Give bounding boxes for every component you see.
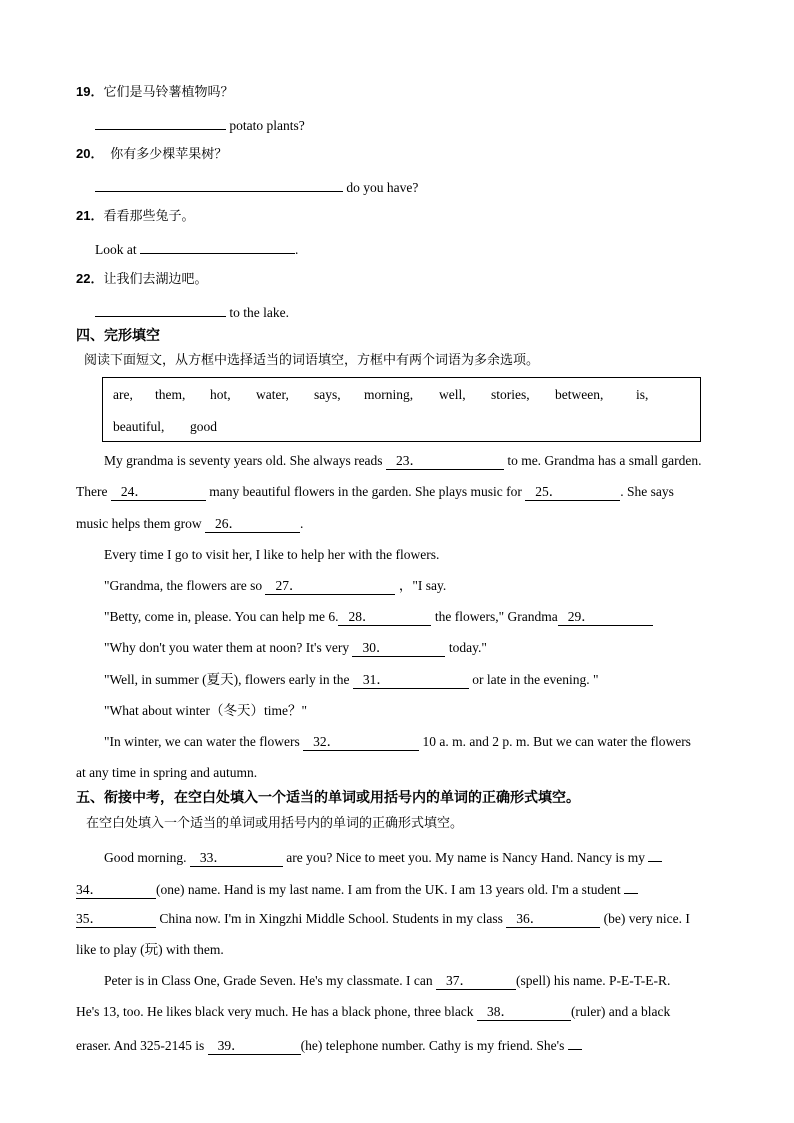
word-option: water, [256, 387, 289, 402]
blank-29[interactable]: 29． [558, 609, 653, 626]
passage-line [104, 452, 702, 470]
answer-suffix: do you have? [346, 180, 419, 195]
question-number: 20． [76, 146, 104, 161]
answer-line-22 [95, 302, 289, 322]
question-20 [76, 145, 227, 164]
passage-text: . She says [620, 484, 674, 499]
question-prompt: 你有多少棵苹果树？ [110, 147, 228, 162]
passage-text: the flowers," Grandma [434, 609, 558, 624]
passage-line [76, 483, 674, 501]
blank-33[interactable]: 33． [190, 850, 283, 867]
question-prompt: 它们是马铃薯植物吗？ [103, 85, 234, 100]
answer-blank[interactable] [140, 239, 295, 254]
passage-line [76, 910, 690, 928]
passage-text: (one) name. Hand is my last name. I am from the UK. I am 13 years old. I'm a student [156, 882, 621, 897]
answer-line-19 [95, 115, 305, 135]
question-prompt: 看看那些兔子。 [103, 209, 195, 224]
passage-line [104, 671, 598, 689]
blank-35-start[interactable] [624, 879, 638, 894]
passage-text: eraser. And 325-2145 is [76, 1038, 205, 1053]
blank-37[interactable]: 37． [436, 973, 516, 990]
passage-text: "Why don't you water them at noon? It's very [104, 640, 350, 655]
word-bank-box [102, 377, 701, 442]
question-number: 19． [76, 84, 104, 99]
answer-prefix: Look at [95, 242, 137, 257]
blank-34[interactable]: 34． [76, 882, 156, 899]
answer-suffix: to the lake. [229, 305, 289, 320]
passage-text: are you? Nice to meet you. My name is Nancy Hand. Nancy is my [286, 850, 646, 865]
answer-line-20 [95, 177, 418, 197]
section-4-title: 四、完形填空 [76, 328, 160, 344]
question-number: 21． [76, 208, 104, 223]
question-prompt: 让我们去湖边吧。 [103, 272, 208, 287]
blank-30[interactable]: 30． [352, 640, 445, 657]
answer-blank[interactable] [95, 177, 343, 192]
word-option: is, [636, 387, 649, 402]
blank-40-start[interactable] [568, 1035, 582, 1050]
blank-36[interactable]: 36． [506, 911, 600, 928]
word-option: good [190, 419, 217, 434]
passage-text: My grandma is seventy years old. She always reads [104, 453, 383, 468]
word-option: hot, [210, 387, 231, 402]
passage-text: to me. Grandma has a small garden. [507, 453, 702, 468]
section-5-title: 五、衔接中考，在空白处填入一个适当的单词或用括号内的单词的正确形式填空。 [76, 790, 580, 806]
passage-line: like to play (玩) with them. [76, 942, 224, 957]
question-22 [76, 270, 207, 289]
word-option: them, [155, 387, 186, 402]
passage-text: "Betty, come in, please. You can help me 6. [104, 609, 339, 624]
answer-blank[interactable] [95, 115, 226, 130]
blank-24[interactable]: 24． [111, 484, 206, 501]
blank-27[interactable]: 27． [265, 578, 395, 595]
passage-text: or late in the evening. " [472, 672, 599, 687]
passage-text: He's 13, too. He likes black very much. He has a black phone, three black [76, 1004, 474, 1019]
passage-line [104, 972, 670, 990]
word-option: are, [113, 387, 133, 402]
word-option: says, [314, 387, 341, 402]
passage-text: Good morning. [104, 850, 187, 865]
word-option: between, [555, 387, 604, 402]
answer-suffix: potato plants? [229, 118, 305, 133]
passage-text: (be) very nice. I [603, 911, 690, 926]
passage-line [104, 733, 691, 751]
word-option: beautiful, [113, 419, 165, 434]
passage-text: "Grandma, the flowers are so [104, 578, 263, 593]
blank-38[interactable]: 38． [477, 1004, 571, 1021]
passage-text: "In winter, we can water the flowers [104, 734, 300, 749]
passage-line [104, 847, 662, 867]
section-5-instruction: 在空白处填入一个适当的单词或用括号内的单词的正确形式填空。 [86, 816, 464, 831]
passage-text: Peter is in Class One, Grade Seven. He's my classmate. I can [104, 973, 433, 988]
passage-text: (ruler) and a black [570, 1004, 671, 1019]
blank-23[interactable]: 23． [386, 453, 504, 470]
answer-line-21 [95, 239, 298, 259]
passage-line [104, 577, 446, 595]
blank-34-start[interactable] [648, 847, 662, 862]
passage-line: "What about winter（冬天）time？" [104, 703, 307, 718]
passage-text: (he) telephone number. Cathy is my friend. She's [300, 1038, 565, 1053]
passage-text: ，"I say. [398, 578, 447, 593]
passage-text: 10 a. m. and 2 p. m. But we can water the flowers [422, 734, 691, 749]
blank-39[interactable]: 39． [208, 1038, 301, 1055]
blank-25[interactable]: 25． [525, 484, 620, 501]
word-option: stories, [491, 387, 530, 402]
passage-text: There [76, 484, 108, 499]
passage-text: . [299, 516, 304, 531]
passage-line [76, 515, 303, 533]
passage-line [104, 639, 487, 657]
passage-line [104, 608, 653, 626]
blank-32[interactable]: 32． [303, 734, 419, 751]
blank-31[interactable]: 31． [353, 672, 469, 689]
answer-end: . [295, 242, 299, 257]
question-21 [76, 207, 194, 226]
passage-text: "Well, in summer (夏天), flowers early in the [104, 672, 350, 687]
passage-line [76, 1035, 582, 1055]
passage-text: music helps them grow [76, 516, 202, 531]
passage-text: China now. I'm in Xingzhi Middle School. Students in my class [159, 911, 503, 926]
section-4-instruction: 阅读下面短文，从方框中选择适当的词语填空，方框中有两个词语为多余选项。 [84, 353, 540, 368]
blank-26[interactable]: 26． [205, 516, 300, 533]
passage-line: at any time in spring and autumn. [76, 765, 258, 780]
passage-line: Every time I go to visit her, I like to help her with the flowers. [104, 547, 440, 562]
answer-blank[interactable] [95, 302, 226, 317]
passage-line [76, 879, 638, 899]
word-option: morning, [364, 387, 414, 402]
blank-28[interactable]: 28． [338, 609, 431, 626]
passage-line [76, 1003, 670, 1021]
question-19 [76, 83, 233, 102]
blank-35[interactable]: 35． [76, 911, 156, 928]
passage-text: many beautiful flowers in the garden. She plays music for [209, 484, 522, 499]
passage-text: (spell) his name. P-E-T-E-R. [515, 973, 671, 988]
passage-text: today." [448, 640, 487, 655]
question-number: 22． [76, 271, 104, 286]
word-option: well, [439, 387, 466, 402]
